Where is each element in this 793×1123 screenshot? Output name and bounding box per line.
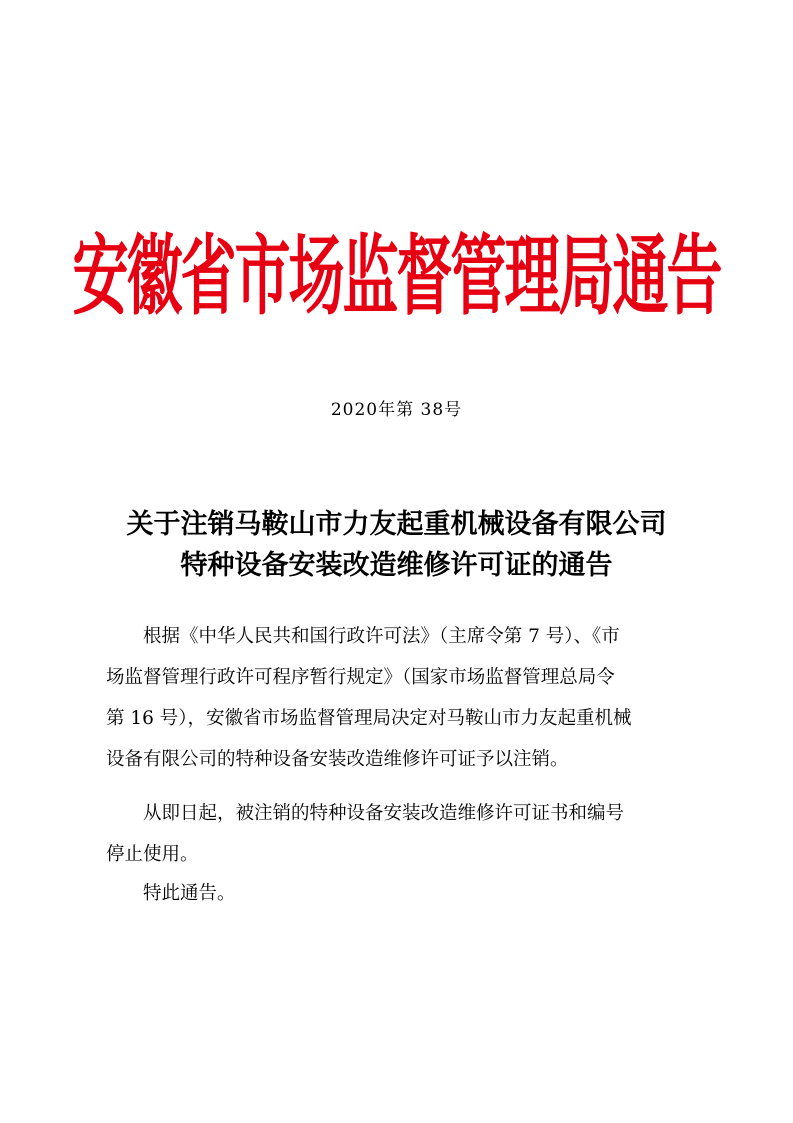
document-number: 2020年第 38号 (330, 400, 463, 420)
notice-title-line-2: 特种设备安装改造维修许可证的通告 (180, 550, 613, 581)
notice-title-line-1: 关于注销马鞍山市力友起重机械设备有限公司 (126, 509, 667, 540)
body-paragraph-2-line-1: 从即日起，被注销的特种设备安装改造维修许可证书和编号 (106, 803, 625, 824)
masthead-title (0, 222, 793, 334)
body-paragraph-1-line-3: 第 16 号），安徽省市场监督管理局决定对马鞍山市力友起重机械 (106, 708, 632, 729)
body-paragraph-1-line-2: 场监督管理行政许可程序暂行规定》（国家市场监督管理总局令 (106, 667, 615, 688)
body-paragraph-3-line-1: 特此通告。 (106, 883, 236, 904)
body-paragraph-1-line-1: 根据《中华人民共和国行政许可法》（主席令第 7 号）、《市 (106, 626, 620, 647)
masthead-text: 安徽省市场监督管理局通告 (72, 226, 721, 328)
body-paragraph-2-line-2: 停止使用。 (106, 844, 199, 865)
body-paragraph-1-line-4: 设备有限公司的特种设备安装改造维修许可证予以注销。 (106, 749, 569, 770)
